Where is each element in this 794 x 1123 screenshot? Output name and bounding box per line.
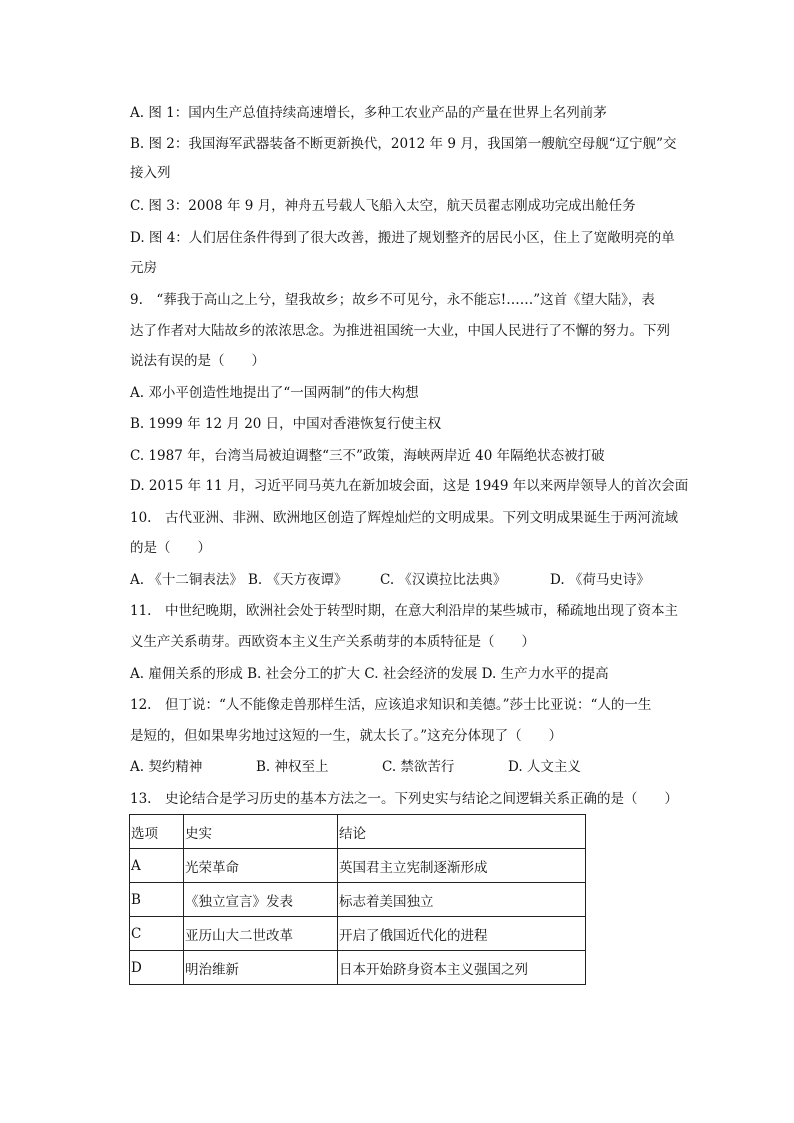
- table-cell: A: [130, 849, 184, 883]
- q11-stem-line2: 义生产关系萌芽。西欧资本主义生产关系萌芽的本质特征是（ ）: [130, 634, 535, 650]
- table-cell: 标志着美国独立: [338, 883, 586, 917]
- q10-option-c: C. 《汉谟拉比法典》: [380, 572, 507, 588]
- q10-options: [130, 570, 695, 590]
- q10-stem-line2: 的是（ ）: [130, 540, 211, 556]
- table-row: [130, 951, 586, 985]
- table-row: [130, 883, 586, 917]
- q12-option-d: D. 人文主义: [508, 759, 581, 775]
- q12-stem-line2: 是短的，但如果卑劣地过这短的一生，就太长了。”这充分体现了（ ）: [130, 728, 563, 744]
- table-cell: C: [130, 917, 184, 951]
- q9-option-d: D. 2015 年 11 月，习近平同马英九在新加坡会面，这是 1949 年以来两岸领导人的首次会面: [130, 478, 689, 494]
- table-row: [130, 849, 586, 883]
- q11-stem-line1: 11. 中世纪晚期，欧洲社会处于转型时期，在意大利沿岸的某些城市，稀疏地出现了资本主: [130, 603, 678, 619]
- q12-options: [130, 757, 695, 777]
- q12-stem-line1: 12. 但丁说：“人不能像走兽那样生活，应该追求知识和美德。”莎士比亚说：“人的一生: [130, 697, 652, 713]
- q9-option-b: B. 1999 年 12 月 20 日，中国对香港恢复行使主权: [130, 416, 442, 432]
- q8-option-d: D. 图 4：人们居住条件得到了很大改善，搬进了规划整齐的居民小区，住上了宽敞明亮的单: [130, 230, 675, 246]
- table-header-cell: 选项: [130, 815, 184, 849]
- q9-option-a: A. 邓小平创造性地提出了“一国两制”的伟大构想: [130, 385, 419, 401]
- q8-option-d-cont: 元房: [130, 260, 157, 276]
- table-cell: D: [130, 951, 184, 985]
- table-header-row: [130, 815, 586, 849]
- table-header-cell: 结论: [338, 815, 586, 849]
- q8-option-a: A. 图 1：国内生产总值持续高速增长，多种工农业产品的产量在世界上名列前茅: [130, 105, 607, 121]
- table-row: [130, 917, 586, 951]
- q12-option-b: B. 神权至上: [256, 759, 329, 775]
- q9-stem-line3: 说法有误的是（ ）: [130, 353, 265, 369]
- q13-table: [129, 814, 586, 985]
- table-cell: 明治维新: [184, 951, 338, 985]
- table-cell: 《独立宣言》发表: [184, 883, 338, 917]
- q12-option-c: C. 禁欲苦行: [382, 759, 455, 775]
- q10-option-d: D. 《荷马史诗》: [550, 572, 650, 588]
- q10-option-a: A. 《十二铜表法》: [130, 572, 243, 588]
- table-cell: B: [130, 883, 184, 917]
- table-cell: 开启了俄国近代化的进程: [338, 917, 586, 951]
- q8-option-b-cont: 接入列: [130, 165, 171, 181]
- q10-stem-line1: 10. 古代亚洲、非洲、欧洲地区创造了辉煌灿烂的文明成果。下列文明成果诞生于两河流域: [130, 510, 678, 526]
- q9-stem-line1: 9. “葬我于高山之上兮，望我故乡；故乡不可见兮，永不能忘!……”这首《望大陆》，表: [130, 292, 655, 308]
- table-cell: 英国君主立宪制逐渐形成: [338, 849, 586, 883]
- q8-option-b: B. 图 2：我国海军武器装备不断更新换代，2012 年 9 月，我国第一艘航空母舰“辽宁舰”交: [130, 136, 677, 152]
- q9-option-c: C. 1987 年，台湾当局被迫调整“三不”政策，海峡两岸近 40 年隔绝状态被打破: [130, 448, 605, 464]
- q10-option-b: B. 《天方夜谭》: [248, 572, 348, 588]
- table-cell: 光荣革命: [184, 849, 338, 883]
- q11-options: A. 雇佣关系的形成 B. 社会分工的扩大 C. 社会经济的发展 D. 生产力水平的提高: [130, 666, 609, 682]
- q9-stem-line2: 达了作者对大陆故乡的浓浓思念。为推进祖国统一大业，中国人民进行了不懈的努力。下列: [130, 323, 670, 339]
- q8-option-c: C. 图 3：2008 年 9 月，神舟五号载人飞船入太空，航天员翟志刚成功完成出舱任务: [130, 198, 636, 214]
- table-cell: 日本开始跻身资本主义强国之列: [338, 951, 586, 985]
- table-cell: 亚历山大二世改革: [184, 917, 338, 951]
- table-header-cell: 史实: [184, 815, 338, 849]
- q12-option-a: A. 契约精神: [130, 759, 203, 775]
- q13-stem: 13. 史论结合是学习历史的基本方法之一。下列史实与结论之间逻辑关系正确的是（ ）: [130, 791, 678, 807]
